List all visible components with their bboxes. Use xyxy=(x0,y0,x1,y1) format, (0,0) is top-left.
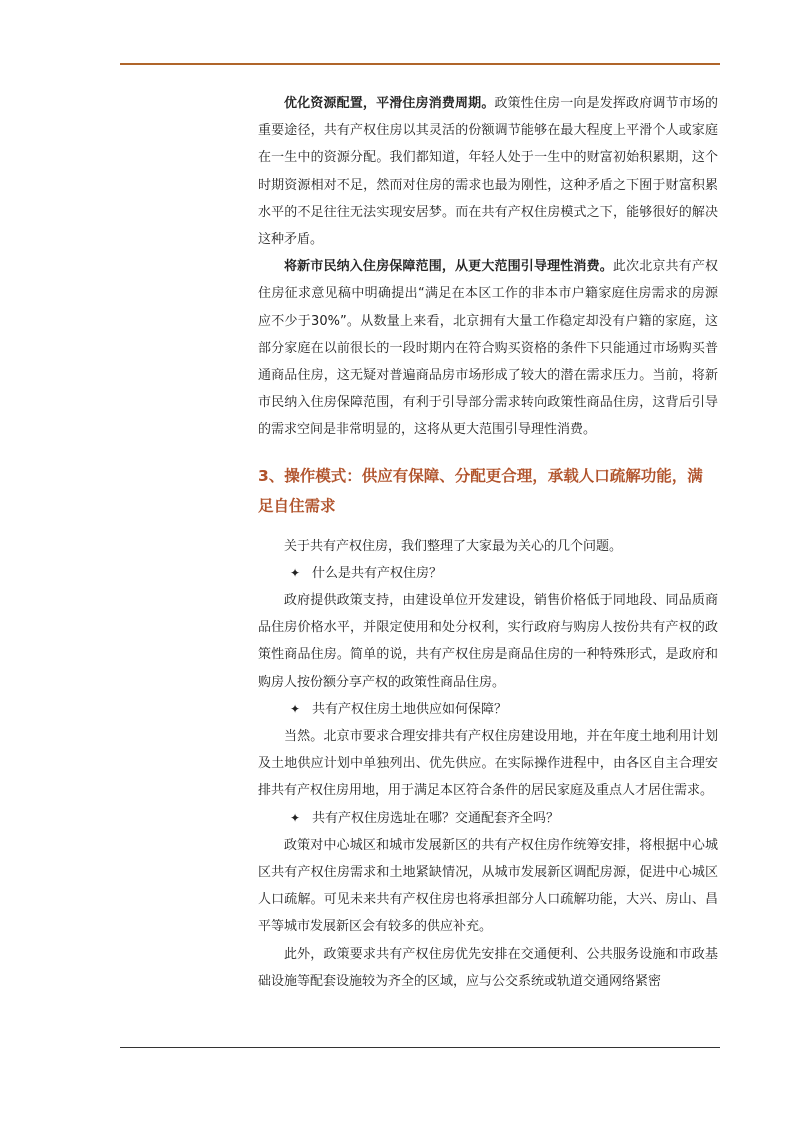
four-point-star-icon: ✦ xyxy=(290,701,301,716)
answer-paragraph: 此外，政策要求共有产权住房优先安排在交通便利、公共服务设施和市政基础设施等配套设施较为齐全的区域，应与公交系统或轨道交通网络紧密 xyxy=(258,946,718,989)
answer-paragraph: 政府提供政策支持，由建设单位开发建设，销售价格低于同地段、同品质商品住房价格水平，并限定使用和处分权利，实行政府与购房人按份共有产权的政策性商品住房。简单的说，共有产权住房是商品住房的一种特殊形式，是政府和购房人按份额分享产权的政策性商品住房。 xyxy=(258,593,718,690)
question-item xyxy=(258,560,718,587)
answer-paragraph: 政策对中心城区和城市发展新区的共有产权住房作统筹安排，将根据中心城区共有产权住房需求和土地紧缺情况，从城市发展新区调配房源，促进中心城区人口疏解。可见未来共有产权住房也将承担部分人口疏解功能，大兴、房山、昌平等城市发展新区会有较多的供应补充。 xyxy=(258,837,718,935)
question-text: 什么是共有产权住房？ xyxy=(312,565,443,581)
paragraph-resource-allocation xyxy=(258,90,718,253)
answer-paragraph: 当然。北京市要求合理安排共有产权住房建设用地，并在年度土地利用计划及土地供应计划中单独列出、优先供应。在实际操作进程中，由各区自主合理安排共有产权住房用地，用于满足本区符合条件的居民家庭及重点人才居住需求。 xyxy=(258,729,718,799)
question-item xyxy=(258,696,718,723)
intro-paragraph: 关于共有产权住房，我们整理了大家最为关心的几个问题。 xyxy=(284,538,623,554)
paragraph-new-residents xyxy=(258,253,718,443)
paragraph-text: 政策性住房一向是发挥政府调节市场的重要途径，共有产权住房以其灵活的份额调节能够在最大程度上平滑个人或家庭在一生中的资源分配。我们都知道，年轻人处于一生中的财富初始积累期，这个时期资源相对不足，然而对住房的需求也最为刚性，这种矛盾之下囿于财富积累水平的不足往往无法实现安居梦。而在共有产权住房模式之下，能够很好的解决这种矛盾。 xyxy=(258,96,718,248)
lead-sentence: 将新市民纳入住房保障范围，从更大范围引导理性消费。 xyxy=(284,259,613,275)
page-body xyxy=(258,90,718,995)
section-heading: 3、操作模式：供应有保障、分配更合理，承载人口疏解功能，满足自住需求 xyxy=(258,466,703,515)
question-item xyxy=(258,805,718,832)
footer-rule xyxy=(120,1047,720,1048)
question-text: 共有产权住房土地供应如何保障？ xyxy=(312,701,508,717)
four-point-star-icon: ✦ xyxy=(290,565,301,580)
lead-sentence: 优化资源配置，平滑住房消费周期。 xyxy=(284,96,495,111)
paragraph-text: 此次北京共有产权住房征求意见稿中明确提出“满足在本区工作的非本市户籍家庭住房需求的房源应不少于30%”。从数量上来看，北京拥有大量工作稳定却没有户籍的家庭，这部分家庭在以前很长的一段时期内在符合购买资格的条件下只能通过市场购买普通商品住房，这无疑对普遍商品房市场形成了较大的潜在需求压力。当前，将新市民纳入住房保障范围，有利于引导部分需求转向政策性商品住房，这背后引导的需求空间是非常明显的，这将从更大范围引导理性消费。 xyxy=(258,259,718,438)
question-text: 共有产权住房选址在哪？交通配套齐全吗？ xyxy=(312,810,560,826)
four-point-star-icon: ✦ xyxy=(290,810,301,825)
header-rule xyxy=(120,63,720,65)
